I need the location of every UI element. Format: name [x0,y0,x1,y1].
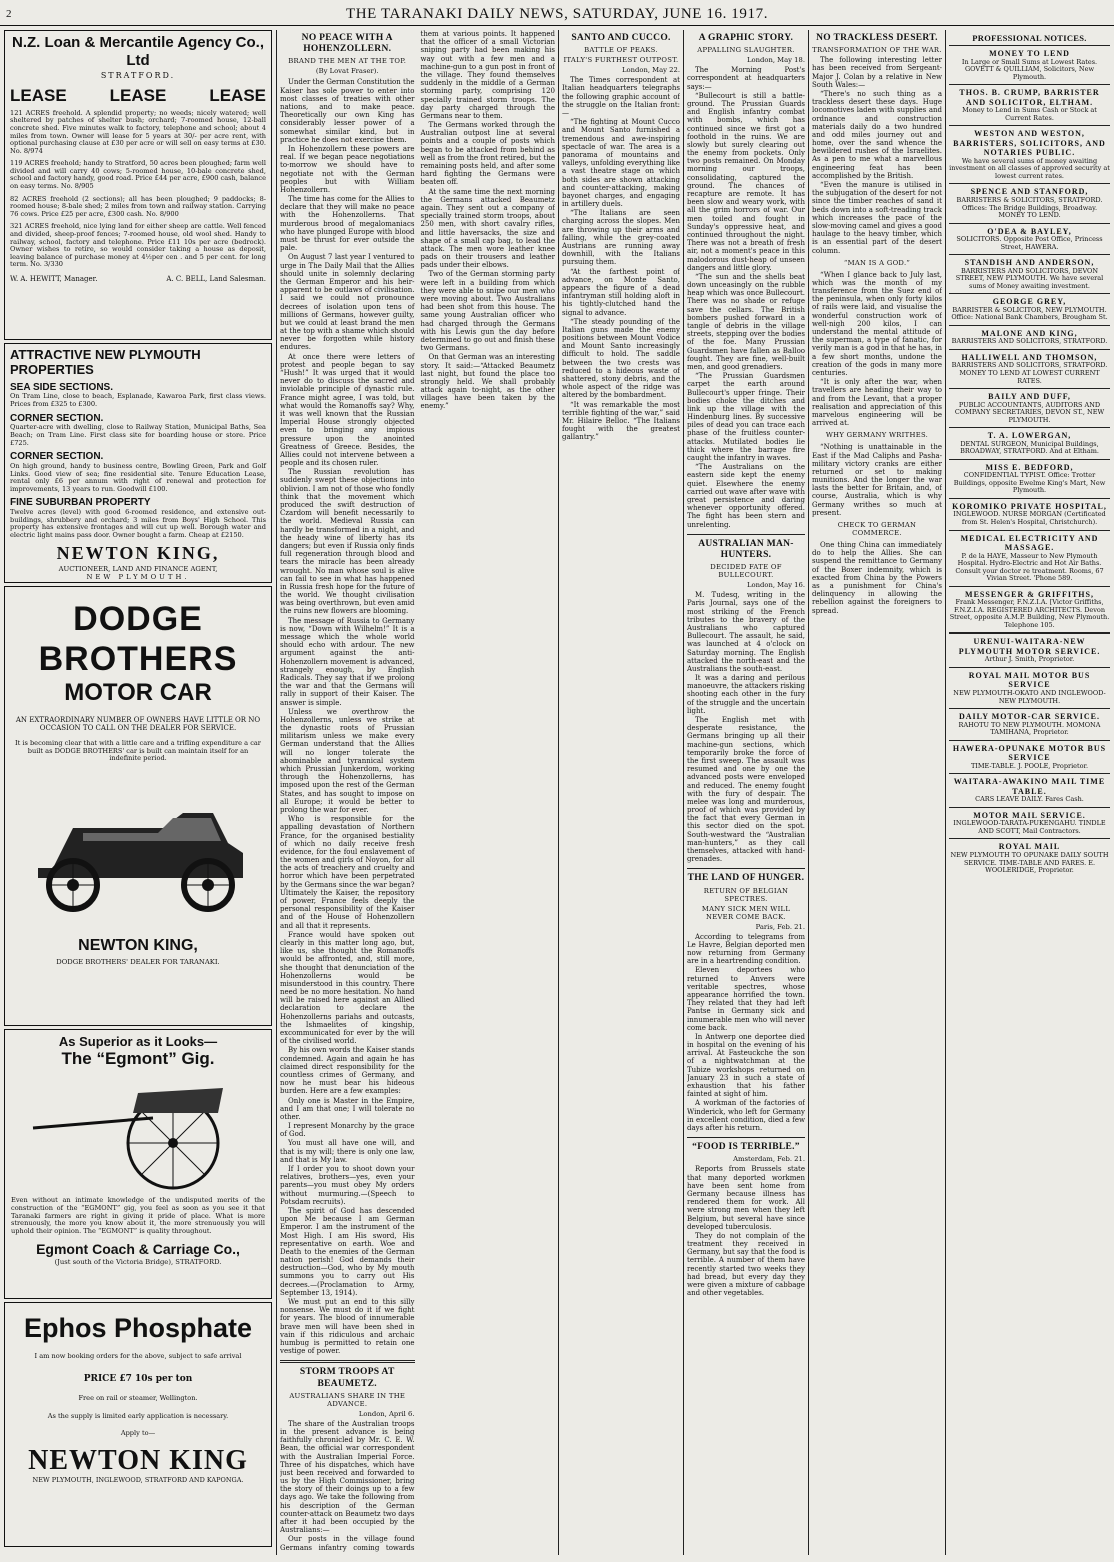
section-heading: WHY GERMANY WRITHES. [825,431,929,440]
listing: 82 ACRES freehold (2 sections); all has been ploughed; 9 paddocks; 8-roomed house; 8-bale shed; 2 miles from town and railway station. Carrying 76 cows. Price £25 per acre, £300 cash. No. 8/900 [10,194,266,218]
notice-text: BARRISTERS AND SOLICITORS, STRATFORD. MONEY TO LEND AT LOWEST CURRENT RATES. [951,361,1108,385]
notice-text: BARRISTERS AND SOLICITORS, DEVON STREET, NEW PLYMOUTH. We have several sums of Money awaiting investment. [955,266,1104,290]
paragraph: One thing China can immediately do to help the Allies. She can suspend the remittance to Germany of the Boxer indemnity, which is exacted from China by the Powers as a punishment for China's delinquency in allowing the rebellion against the foreigners to spread. [812,541,942,615]
service-notice [949,632,1110,667]
lease-banner [10,86,266,106]
motor-car-illustration [13,773,263,923]
lease-word: LEASE [209,85,266,105]
paragraph: The message of Russia to Germany is now, “Down with Wilhelm!” It is a message which the whole world should echo with ardour. The new argument against the anti-Hohenzollern movement is advanced, strangely enough, by English Radicals. They say that if we prolong the war and that the Germans will rally in support of their Kaiser. The answer is simple. [280,616,415,707]
column-rule [808,30,809,1555]
section-label: FINE SUBURBAN PROPERTY [10,497,151,509]
section-text: Twelve acres (level) with good 6-roomed residence, and extensive out-buildings, shrubbery and orchard; 3 miles from Boys' High School. This property has extensive frontages and will cut up well. Borough water and electric light mains pass door. Owner bought a farm. Cheap at £2150. [10,508,266,539]
ephos-body: I am now booking orders for the above, subject to safe arrival [34,1351,242,1360]
firm-subtitle: AUCTIONEER, LAND AND FINANCE AGENT, [58,564,218,573]
dodge-title: DODGE BROTHERS [38,600,238,679]
notice [949,388,1110,427]
article-subtitle: AUSTRALIANS SHARE IN THE ADVANCE. [289,1391,406,1408]
divider [280,1360,415,1363]
egmont-title-2: The “Egmont” Gig. [61,1049,215,1069]
paragraph: A workman of the factories of Winderick, who left for Germany in excellent condition, died a few days after his return. [687,1099,805,1132]
article-subtitle: RETURN OF BELGIAN SPECTRES. [703,886,789,903]
listing: 121 ACRES freehold. A splendid property; no weeds; nicely watered; well sheltered by patches of shelter bush; orchard; 7-roomed house, 12-ball concrete shed. Five minutes walk to factory, telephone and school; about 4 miles from town. Owner will lease for 5 years at 30/- per acre rent, with optional purchasing clause at £30 per acre or will sell on easy terms at £30. No. 8/974 [10,108,266,155]
notice-text: Frank Messenger, F.N.Z.I.A. [Victor Griffiths, F.N.Z.I.A. REGISTERED ARCHITECTS. Devon Street, opposite A.M.P. Building, New Plymouth. Telephone 105. [949,598,1110,629]
article-title: STORM TROOPS AT BEAUMETZ. [299,1367,395,1389]
paragraph: In Hohenzollern these powers are real. If we began peace negotiations to-morrow we should have to negotiate not with the German peoples but with William Hohenzollern. [280,144,415,194]
paragraph: “The fighting at Mount Cucco and Mount Santo furnished a tremendous and awe-inspiring spectacle of war. The area is a panorama of mountains and valleys, unfolding everything like a vast theatre stage on which both sides are shown attacking and counter-attacking, making bayonet charges, and engaging in artillery duels. [562,118,680,209]
ephos-title: Ephos Phosphate [23,1313,253,1343]
article-column-graphic [687,30,805,1555]
notice-text: DENTAL SURGEON, Municipal Buildings, BROADWAY, STRATFORD. And at Eltham. [960,439,1099,456]
section-text: Quarter-acre with dwelling, close to Railway Station, Municipal Baths, Sea Beach; on Tram Line. First class site for boarding house or store. Price £725. [10,423,266,447]
paragraph: Two of the German storming party were left in a building from which they were able to snipe our men who were moving about. Two Australians had been shot from this house. The same young Australian officer who had charged through the Germans with his Lewis gun the day before determined to go out and finish these two Germans. [420,270,555,353]
paragraph: The Germans worked through the Australian outpost line at several points and a couple of posts which began to be attacked from behind as well as from the front retired, but the remaining posts held, and after some hard fighting the Germans were beaten off. [420,121,555,187]
service-notice [949,708,1110,740]
masthead [0,4,1114,26]
notice-name: WESTON AND WESTON, BARRISTERS, SOLICITORS, AND NOTARIES PUBLIC. [953,129,1106,158]
paragraph: “When I glance back to July last, which was the month of my transference from the Suez end of the peninsula, when only forty kilos of rails were laid, and visualise the wonderful construction work of well-nigh 200 kilos, I can understand the mental attitude of the superman, a type of fanatic, for verily man is a god in that he has, in a few short months, undone the creation of the gods in many more centuries. [812,270,942,377]
paragraph: Reports from Brussels state that many deported workmen have been sent home from Germany because illness has rendered them for work. All were strong men when they left Belgium, but several have since developed tuberculosis. [687,1165,805,1231]
dodge-dealer-sub: DODGE BROTHERS' DEALER FOR TARANAKI. [56,957,220,966]
paragraph: Unless we overthrow the Hohenzollerns, unless we strike at the dynastic roots of Prussian militarism unless we make every German understand that the Allies will no longer tolerate the abominable and tyrannical system which Prussian Junkerdom, working through the Hohenzollerns, has imposed upon the rest of the German States, and has sought to impose on all Europe; it would be better to prolong the war for ever. [280,707,415,814]
paragraph: You must all have one will, and that is my will; there is only one law, and that is My law. [280,1139,415,1164]
notice-name: SPENCE AND STANFORD, [970,187,1089,197]
notice-text: Money to Lend in Sums Cash or Stock at Current Rates. [962,106,1097,122]
firm-name: NEWTON KING, [56,543,220,564]
ephos-firm: NEWTON KING [28,1444,248,1476]
article-dateline: Amsterdam, Feb. 21. [733,1155,805,1164]
notice-name: T. A. LOWERGAN, [987,431,1072,441]
notice-name: STANDISH AND ANDERSON, [964,258,1095,268]
egmont-firm: Egmont Coach & Carriage Co., [36,1241,240,1258]
notice [949,586,1110,633]
paragraph: “The Australians on the eastern side kept the enemy quiet. Elsewhere the enemy carried out wave after wave with great persistence and daring whenever opportunity offered. The fight has been stern and unrelenting. [687,463,805,529]
nz-loan-ad [4,30,272,340]
notice-text: BARRISTER & SOLICITOR, NEW PLYMOUTH. Office: National Bank Chambers, Brougham St. [951,305,1108,322]
article-byline: (By Lovat Fraser). [315,67,379,76]
service-text: TIME-TABLE. J. POOLE, Proprietor. [970,761,1089,770]
paragraph: “The sun and the shells beat down unceasingly on the rubble heap which was once Bullecourt. There was no shade or refuge save the cellars. The British bombers pushed forward in a tangle of debris in the village streets, stepping over the bodies of the foe. Many Prussian Guardsmen have fallen as Balloo fought. They are fine, well-built men, and good grenadiers. [687,272,805,371]
notice [949,427,1110,459]
paragraph: The spirit of God has descended upon Me because I am German Emperor. I am the instrument of the Most High. I am His sword, His representative on earth. Woe and Death to the enemies of the German nation perish! God demands their destruction—God, who by My mouth summons you to carry out His decrees.—(Proclamation to Army, September 13, 1914). [280,1206,415,1297]
article-column-no-peace [280,30,555,1555]
ephos-apply: Apply to— [120,1429,156,1438]
paragraph: We must put an end to this silly nonsense. We must do it if we fight for years. The blood of innumerable brave men will have been shed in vain if this ridiculous and archaic humbug is permitted to retain one vestige of power. [280,1298,415,1356]
notice-name: MEDICAL ELECTRICITY AND MASSAGE. [960,533,1099,553]
notice [949,254,1110,293]
article-subtitle: APPALLING SLAUGHTER. [697,46,795,55]
service-notice [949,740,1110,774]
paragraph: Under the German Constitution the Kaiser has sole power to enter into most classes of treaties with other nations, and to make peace. Theoretically our own King has considerably lesser power of a somewhat similar kind, but in practice he does not exercise them. [280,78,415,144]
page-number-left: 2 [6,8,12,20]
article-subtitle: BATTLE OF PEAKS. [584,46,658,55]
paragraph: Our posts in the village found Germans infantry coming towards them at various points. It happened that the officer of a small Victorian sniping party had been making his way out with a few men and a machine-gun to a gun post in front of the village. They found themselves suddenly in the middle of a German storming party, comprising 120 specially trained storm troops. The day party charged through the Germans near to them. [280,30,555,1552]
notice-name: MESSENGER & GRIFFITHS, [965,589,1094,599]
paragraph: Who is responsible for the appalling devastation of Northern France, for the organised bestiality of which no daily receive fresh evidence, for the foul enslavement of the women and girls of Noyon, for all the acts of treachery and cruelty and horror which have been perpetrated by the Germans since the war began? Ultimately the Kaiser, the repository of power, France feels deeply the personal responsibility of the Kaiser and of the House of Hohenzollern and all that it represents. [280,815,415,930]
nz-loan-signatures [10,275,266,283]
section-text: On Tram Line, close to beach, Esplanade, Kawaroa Park, first class views. Prices from £325 to £300. [10,392,266,409]
section-heading: “MAN IS A GOD.” [843,258,911,267]
article-column-santo [562,30,680,1555]
article-column-desert [812,30,942,1555]
section-label: CORNER SECTION. [10,451,104,463]
lease-word: LEASE [10,85,67,105]
divider [687,1137,805,1138]
np-properties-ad [4,343,272,583]
paragraph: M. Tudesq, writing in the Paris Journal, says one of the most striking of the French tributes to the bravery of the Australians who captured Bullecourt. The assault, he said, was launched at 4 o'clock on Saturday morning. The English attacked the north-east and the Australians the south-east. [687,591,805,673]
paragraph: France would have spoken out clearly in this matter long ago, but, like us, she thought the Romanoffs would be affronted, and, still more, she thought that denunciation of the Hohenzollerns would be misunderstood in this country. There need be no more hesitation. No hand will be raised here against an Allied declaration to declare the Hohenzollerns pariahs and outcasts, the Ishmaelites of kingship, excommunicated for ever by the will of the civilised world. [280,930,415,1046]
paragraph: The time has come for the Allies to declare that they will make no peace with the Hohenzollerns. That murderous brood of megalomaniacs who have plunged Europe with blood must be thrust for ever outside the pale. [280,195,415,253]
notice-name: MALONE AND KING, [981,328,1078,338]
column-rule [558,30,559,1555]
notice-text: CONFIDENTIAL TYPIST. Office: Trotter Buildings, opposite Ewelme King's Mart, New Plymouth. [953,471,1106,495]
article-subtitle: TRANSFORMATION OF THE WAR. [812,46,942,55]
notice [949,349,1110,388]
notices-heading: PROFESSIONAL NOTICES. [972,33,1087,43]
paragraph: “The Italians are seen charging across the slopes. Men are throwing up their arms and falling, while the grey-coated Austrians are running away downhill, with the Italians pursuing them. [562,209,680,267]
column-rule [945,30,946,1555]
section-label: SEA SIDE SECTIONS. [10,381,113,393]
service-notice [949,838,1110,877]
dodge-subtitle: MOTOR CAR [64,679,212,707]
service-text: INGLEWOOD-TARATA-PUKENGAHU. TINDLE AND SCOTT, Mail Contractors. [953,819,1106,835]
article-title: “FOOD IS TERRIBLE.” [692,1142,800,1153]
salesman-name: A. C. BELL, Land Salesman. [166,274,266,283]
article-title: SANTO AND CUCCO. [571,33,671,43]
np-properties-title: ATTRACTIVE NEW PLYMOUTH PROPERTIES [10,347,201,378]
notice-text: P. de la HAYE, Masseur to New Plymouth Hospital. Hydro-Electric and Hot Air Baths. Consult your doctor re treatment. Rooms, 67 Vivian Street. 'Phone 589. [955,551,1104,583]
notice-name: THOS. B. CRUMP, BARRISTER AND SOLICITOR, ELTHAM. [959,88,1100,107]
service-name: MOTOR MAIL SERVICE. [973,810,1086,820]
paragraph: The Russian revolution has suddenly swept these objections into oblivion. I am not of those who fondly think that the movement which produced the swift destruction of Czardom will benefit necessarily to the world. Medieval Russia can hardly be transformed in a night, and the heady wine of liberty has its dangers; but even if Russia only finds full regeneration through blood and tears the miracle has been already wrought. No man whose soul is alive can fail to see in what has happened in Russia fresh hope for the future of the world. We thought civilisation was being overthrown, but even amid the ruins new flowers are blooming. [280,468,415,616]
service-text: NEW PLYMOUTH-OKATO AND INGLEWOOD-NEW PLYMOUTH. [953,689,1106,705]
ephos-terms: Free on rail or steamer, Wellington. [78,1394,198,1403]
notice-name: GEORGE GREY, [992,297,1067,307]
article-title: THE LAND OF HUNGER. [687,873,805,884]
listing: 119 ACRES freehold; handy to Stratford, 50 acres been ploughed; farm well divided and will carry 40 cows; 5-roomed house, 10-bale concrete shed, school and factory handy, good road. Price £44 per acre, £900 cash, balance on easy terms. No. 8/905 [10,159,266,191]
paragraph: The English met with desperate resistance, the Germans bringing up all their machine-gun sections, which temporarily broke the force of the first sweep. The assault was resumed and one by one the advanced posts were enveloped and reduced. The enemy fought with the fury of despair. The melee was long and murderous, proof of which was provided by the fact that every German in this sector died on the spot. South-westward the “Australian man-hunters,” as they call themselves, attacked with hand-grenades. [687,716,805,864]
paragraph: “Nothing is unattainable in the East if the Mad Caliphs and Pasha-military victory cranks are either returned or set to making munitions. And the longer the war lasts the better for Britain, and, of course, Australia, which is why Germany writhes so much at present. [812,443,942,517]
service-name: HAWERA-OPUNAKE MOTOR BUS SERVICE [952,743,1107,763]
paragraph: In Antwerp one deportee died in hospital on the evening of his arrival. At Fasteuckche the son of a nightwatchman at the Tubize workshops returned on January 23 in such a state of exhaustion that his father fainted at sight of him. [687,1032,805,1099]
service-name: WAITARA-AWAKINO MAIL TIME TABLE. [953,777,1106,796]
service-name: DAILY MOTOR-CAR SERVICE. [959,712,1100,722]
article-title: A GRAPHIC STORY. [698,33,794,43]
divider [687,868,805,869]
notice-text: PUBLIC ACCOUNTANTS, AUDITORS AND COMPANY SECRETARIES, DEVON ST., NEW PLYMOUTH. [954,400,1105,424]
paragraph: The Morning Post's correspondent at headquarters says:— [687,66,805,91]
paragraph: They do not complain of the treatment they received in Germany, but say that the food is terrible. A number of them have recently started two weeks they had bread, but every day they were given a mixture of cabbage and other vegetables. [687,1231,805,1298]
egmont-gig-ad [4,1029,272,1299]
ephos-ad [4,1302,272,1547]
notice [949,223,1110,255]
firm-town: NEW PLYMOUTH. [86,572,190,581]
egmont-title-1: As Superior as it Looks— [58,1034,218,1049]
service-text: RAHOTU TO NEW PLYMOUTH. MOMONA TAMIHANA, Proprietor. [958,720,1101,737]
paragraph: According to telegrams from Le Havre, Belgian deported men now returning from Germany are in a heartrending condition. [687,932,805,966]
paragraph: At once there were letters of protest and people began to say “Hush!” It was urged that it would never do to discuss the sacred and inviolable principle of dynastic rule. France might agree, I was told, but what would the Romanoffs say? Why, it was well known that the Russian Imperial House strongly objected even to bringing any impious pressure upon the anointed Greatness of Greece. Besides, the Allies could not intervene between a people and its chosen ruler. [280,352,415,468]
notice [949,530,1110,586]
service-notice [949,807,1110,839]
column-rule [276,30,277,1555]
paragraph: On that German was an interesting story. It said:—“Attacked Beaumetz last night, but found the place too strongly held. We shall probably attack again to-night, as the other villages have been taken by the enemy.” [420,353,555,411]
notice [949,293,1110,325]
notice-text: BARRISTERS & SOLICITORS, STRATFORD. Offices: The Bridge Buildings, Broadway. MONEY TO LEND. [956,195,1103,220]
service-text: Arthur J. Smith, Proprietor. [984,655,1075,664]
notice-text: We have several sums of money awaiting investment on all classes of approved security at lowest current rates. [949,156,1110,180]
listing: 321 ACRES freehold, nice lying land for either sheep are cattle. Well fenced and divided, sheep-proof fences; 7-roomed house, old wool shed. Handy to railway, school, factory and telephone. Price £11 10s per acre (bedrock). Owner wishes to retire, so would consider taking a house as deposit, leaving balance of purchase money at 4½per cen . and 5 per cent. for long term. No. 3/330 [10,222,266,269]
paragraph: “At the farthest point of advance, on Monte Santo, appears the figure of a dead infantryman still holding aloft in his tightly-clutched hand the signal to advance. [562,267,680,317]
dodge-strap: AN EXTRAORDINARY NUMBER OF OWNERS HAVE LITTLE OR NO OCCASION TO CALL ON THE DEALER FOR SERVICE. [15,715,261,732]
paragraph: The Times correspondent at Italian headquarters telegraphs the following graphic account of the struggle on the Italian front:— [562,76,680,117]
service-text: NEW PLYMOUTH TO OPUNAKE DAILY SOUTH SERVICE. TIME-TABLE AND FARES. E. WOOLERIDGE, Proprietor. [950,850,1109,875]
ephos-towns: NEW PLYMOUTH, INGLEWOOD, STRATFORD AND KAPONGA. [32,1475,244,1484]
article-dateline: London, May 18. [747,56,805,65]
notice-text: BARRISTERS AND SOLICITORS, STRATFORD. [951,337,1108,346]
paragraph: Only one is Master in the Empire, and I am that one; I will tolerate no other. [280,1096,415,1121]
article-subtitle: DECIDED FATE OF BULLECOURT. [710,563,782,580]
notice-name: MONEY TO LEND [989,49,1070,59]
paragraph: By his own words the Kaiser stands condemned. Again and again he has claimed direct responsibility for the countless crimes of Germany, and now he must bear his hideous burden. Here are a few examples: [280,1046,415,1096]
service-name: ROYAL MAIL MOTOR BUS SERVICE [968,670,1091,690]
nz-loan-town: STRATFORD. [100,71,176,81]
notice-text: INGLEWOOD. NURSE MORGAN (Certificated from St. Helen's Hospital, Christchurch). [953,510,1106,526]
article-dateline: London, May 16. [747,581,805,590]
gig-illustration [23,1073,253,1193]
notice-name: O'DEA & BAYLEY, [987,226,1072,236]
dodge-body: It is becoming clear that with a little care and a trifling expenditure a car built as DODGE BROTHERS' car is built can maintain itself for an indefinite period. [15,739,261,763]
article-subtitle: MANY SICK MEN WILL NEVER COME BACK. [701,904,791,921]
ephos-price: PRICE £7 10s per ton [83,1374,193,1385]
article-dateline: Paris, Feb. 21. [755,922,805,931]
section-heading: CHECK TO GERMAN COMMERCE. [837,521,917,538]
service-notice [949,667,1110,708]
service-text: CARS LEAVE DAILY. Fares Cash. [975,795,1084,804]
section-label: CORNER SECTION. [10,412,104,424]
notice-name: HALLIWELL AND THOMSON, [961,352,1098,362]
article-dateline: London, April 6. [358,1409,415,1418]
article-title: NO PEACE WITH A HOHENZOLLERN. [301,33,393,55]
notice-text: In Large or Small Sums at Lowest Rates. GOVETT & QUILLIAM, Solicitors, New Plymouth. [961,57,1098,81]
notice-name: MISS E. BEDFORD, [985,462,1074,472]
dodge-dealer: NEWTON KING, [78,936,198,954]
lease-word: LEASE [109,85,167,105]
notice [949,325,1110,349]
divider [687,534,805,535]
notice [949,498,1110,530]
article-subtitle: ITALY'S FURTHEST OUTPOST. [563,56,679,65]
paragraph: At the same time the next morning the Germans attacked Beaumetz again. They sent out a company of specially trained storm troops, about 250 men, with short cavalry rifles, and little haversacks, the size and shape of a small cap bag, to lead the attack. The men wore leather knee pads on their trousers and leather pads under their elbows. [420,187,555,270]
service-name: ROYAL MAIL [998,842,1061,852]
service-notice [949,773,1110,807]
paragraph: “Bullecourt is still a battle-ground. The Prussian Guards and English infantry combat with bombs, which has continued since we first got a foothold in the ruins. We are slowly but surely clearing out the enemy from pockets. Only two posts remained. On Monday morning our troops, consolidating, captured the ground. The chances of recapture are remote. It has been slow and weary work, with all the grim horrors of war. Our men toiled and fought in Sunday's oppressive heat, and continued throughout the night. There was not a breath of fresh air, not a moment's peace in this malodorous dust-heap of unseen dangers and little glory. [687,91,805,272]
notice [949,45,1110,84]
article-title: AUSTRALIAN MAN-HUNTERS. [698,538,794,560]
manager-name: W. A. HEWITT, Manager. [10,274,98,283]
paragraph: “The Prussian Guardsmen carpet the earth around Bullecourt's upper fringe. Their bodies choke the ditches and link up the village with the Hindenburg lines. By successive piles of dead you can trace each phase of the fruitless counter-attacks. Mutilated bodies lie thick where the barrage fire caught the infantry in waves. [687,372,805,463]
article-subtitle: BRAND THE MEN AT THE TOP. [288,57,407,66]
paragraph: “It is only after the war, when travellers are heading their way to and from the Levant, that a proper realisation and appreciation of this marvelous engineering will be arrived at. [812,378,942,428]
notice-name: BAILY AND DUFF, [988,392,1071,402]
paragraph: The following interesting letter has been received from Sergeant-Major J. Colan by a relative in New South Wales:— [812,56,942,89]
paragraph: The share of the Australian troops in the present advance is being faithfully chronicled by Mr. C. E. W. Bean, the official war correspondent with the Australian Imperial Force. Three of his dispatches, which have just been received and forwarded to us by the High Commissioner, bring the story of their doings up to a few days ago. We take the following from his description of the German counter-attack on Beaumetz two days after it had been occupied by the Australians:— [280,1419,415,1535]
paragraph: “It was remarkable the most terrible fighting of the war,” said Mr. Hilaire Belloc. “The Italians fought with the greatest gallantry.” [562,400,680,442]
notice-name: KOROMIKO PRIVATE HOSPITAL, [952,501,1107,511]
article-dateline: London, May 22. [622,66,680,75]
egmont-body: Even without an intimate knowledge of the undisputed merits of the construction of the “EGMONT” gig, you feel as soon as you see it that Taranaki farmers are right in giving it pride of place. What is more strenuously, the more you know about it, the more strenuously you will uphold their opinion. The “EGMONT” is quality throughout. [11,1196,265,1235]
dodge-ad [4,586,272,1026]
paragraph: I represent Monarchy by the grace of God. [280,1122,415,1139]
section-text: On high ground, handy to business centre, Bowling Green, Park and Golf Links. Good view of sea; fine residential site. Tenure Education Lease, rental only £6 per annum with right of renewal and protection for improvements, 13 years to run. Goodwill £100. [10,461,266,493]
newspaper-title: THE TARANAKI DAILY NEWS, SATURDAY, JUNE 16. 1917. [345,6,769,22]
column-rule [683,30,684,1555]
paragraph: Eleven deportees who returned to Anvers were veritable spectres, whose appearance horrified the town. They related that they had left Pantse in Germany sick and innumerable men who will never come back. [687,966,805,1032]
notice-text: SOLICITORS. Opposite Post Office, Princess Street, HAWERA. [956,235,1103,251]
paragraph: If I order you to shoot down your relatives, brothers—yes, even your parents—you must obey My orders without murmuring.—(Speech to Potsdam recruits). [280,1165,415,1206]
article-title: NO TRACKLESS DESERT. [816,33,938,43]
ads-column [4,30,272,1555]
paragraph: “There's no such thing as a trackless desert these days. Huge locomotives laden with supplies and ordnance and construction materials daily do a two hundred and odd miles journey out and home, over the sand whence the bewildered rushes of the Israelites. As a pen to me what a marvellous engineering feat has been accomplished by the British. [812,89,942,180]
ephos-note: As the supply is limited early application is necessary. [47,1411,229,1420]
notice [949,459,1110,498]
paragraph: On August 7 last year I ventured to urge in The Daily Mail that the Allies should unite in solemnly declaring the German Emperor and his heir-apparent to be outlaws of civilisation. I said we could not pronounce decrees of isolation upon tens of millions of Germans, however guilty, but we could at least brand the men at the top with a shame which should never be forgotten while history endures. [280,253,415,352]
egmont-address: (Just south of the Victoria Bridge), STRATFORD. [54,1257,222,1266]
service-name: URENUI-WAITARA-NEW PLYMOUTH MOTOR SERVICE. [958,637,1101,656]
article-no-peace [280,30,555,1555]
paragraph: It was a daring and perilous manoeuvre, the attackers risking shooting each other in the fury of the struggle and the uncertain light. [687,674,805,715]
paragraph: “Even the manure is utilised in the subjugation of the desert for not since the timber reaches of sand it beds down into a soft-treading track which increases the pace of the slow-moving camel and gives a good haulage to the heavy timber, which is an essential part of the desert column. [812,181,942,255]
notice [949,183,1110,222]
professional-notices-column [949,30,1110,1555]
notice [949,125,1110,183]
nz-loan-title: N.Z. Loan & Mercantile Agency Co., Ltd [12,34,264,69]
paragraph: “The steady pounding of the Italian guns made the enemy positions between Mount Vodice and Mount Santo increasingly difficult to hold. The saddle between the two crests was reduced to a hideous waste of shattered, stony debris, and the whole aspect of the ridge was altered by the bombardment. [562,317,680,400]
notice [949,84,1110,125]
